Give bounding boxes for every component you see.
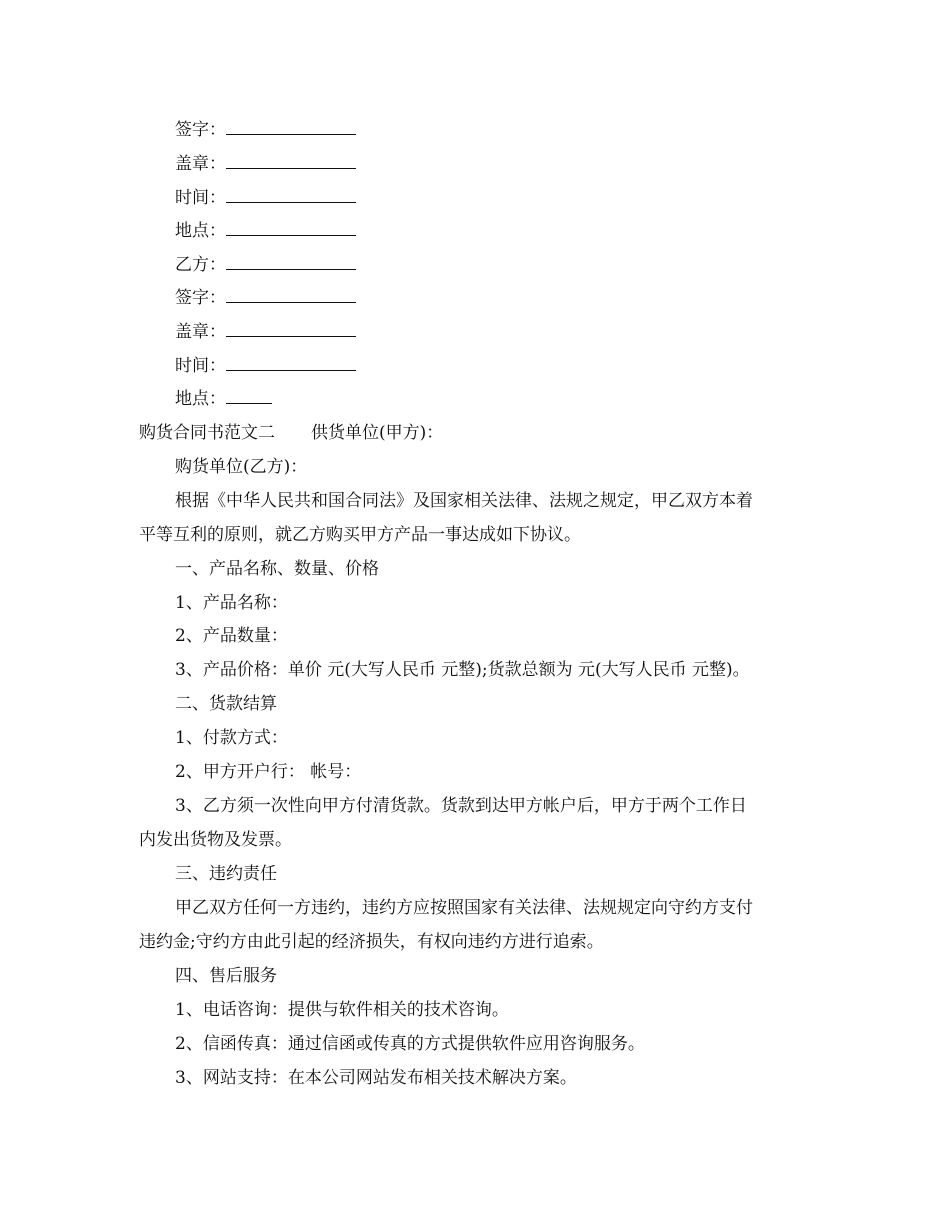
list-item: 3、网站支持：在本公司网站发布相关技术解决方案。 bbox=[175, 1068, 577, 1088]
blank-line bbox=[226, 120, 356, 135]
list-item: 2、甲方开户行： 帐号： bbox=[175, 762, 362, 782]
paragraph: 甲乙双方任何一方违约，违约方应按照国家有关法律、法规规定向守约方支付 bbox=[175, 898, 753, 918]
list-item: 1、产品名称： bbox=[175, 593, 288, 613]
contract-title: 购货合同书范文二 bbox=[139, 423, 275, 443]
blank-line bbox=[226, 154, 356, 169]
list-item: 1、电话咨询：提供与软件相关的技术咨询。 bbox=[175, 1000, 509, 1020]
list-item-continued: 内发出货物及发票。 bbox=[139, 830, 292, 850]
blank-line bbox=[226, 389, 272, 404]
field-label: 盖章： bbox=[175, 322, 226, 342]
list-item: 3、产品价格：单价 元(大写人民币 元整);货款总额为 元(大写人民币 元整)。 bbox=[175, 660, 750, 680]
blank-line bbox=[226, 288, 356, 303]
blank-line bbox=[226, 255, 356, 270]
place-field bbox=[139, 220, 865, 242]
blank-line bbox=[226, 322, 356, 337]
field-label: 时间： bbox=[175, 188, 226, 208]
field-label: 签字： bbox=[175, 120, 226, 140]
field-label: 签字： bbox=[175, 288, 226, 308]
seal-field bbox=[139, 153, 865, 175]
place-field bbox=[139, 388, 865, 410]
section-heading: 一、产品名称、数量、价格 bbox=[175, 559, 379, 579]
field-label: 地点： bbox=[175, 389, 226, 409]
blank-line bbox=[226, 356, 356, 371]
field-label: 盖章： bbox=[175, 154, 226, 174]
signature-field bbox=[139, 119, 865, 141]
intro-paragraph: 根据《中华人民共和国合同法》及国家相关法律、法规之规定，甲乙双方本着 bbox=[175, 491, 753, 511]
field-label: 时间： bbox=[175, 356, 226, 376]
list-item: 3、乙方须一次性向甲方付清货款。货款到达甲方帐户后，甲方于两个工作日 bbox=[175, 796, 747, 816]
party-b-field bbox=[139, 254, 865, 276]
time-field bbox=[139, 355, 865, 377]
field-label: 乙方： bbox=[175, 255, 226, 275]
section-heading: 二、货款结算 bbox=[175, 694, 277, 714]
list-item: 1、付款方式： bbox=[175, 728, 288, 748]
field-label: 地点： bbox=[175, 221, 226, 241]
supplier-label: 供货单位(甲方)： bbox=[311, 423, 444, 443]
section-heading: 三、违约责任 bbox=[175, 864, 277, 884]
seal-field bbox=[139, 321, 865, 343]
signature-field bbox=[139, 287, 865, 309]
paragraph-continued: 违约金;守约方由此引起的经济损失，有权向违约方进行追索。 bbox=[139, 932, 604, 952]
time-field bbox=[139, 187, 865, 209]
intro-paragraph-continued: 平等互利的原则，就乙方购买甲方产品一事达成如下协议。 bbox=[139, 525, 581, 545]
blank-line bbox=[226, 221, 356, 236]
contract-title-line bbox=[139, 422, 829, 444]
list-item: 2、信函传真：通过信函或传真的方式提供软件应用咨询服务。 bbox=[175, 1034, 645, 1054]
list-item: 2、产品数量： bbox=[175, 626, 288, 646]
buyer-line bbox=[139, 456, 865, 478]
blank-line bbox=[226, 188, 356, 203]
buyer-label: 购货单位(乙方)： bbox=[175, 457, 308, 477]
section-heading: 四、售后服务 bbox=[175, 966, 277, 986]
